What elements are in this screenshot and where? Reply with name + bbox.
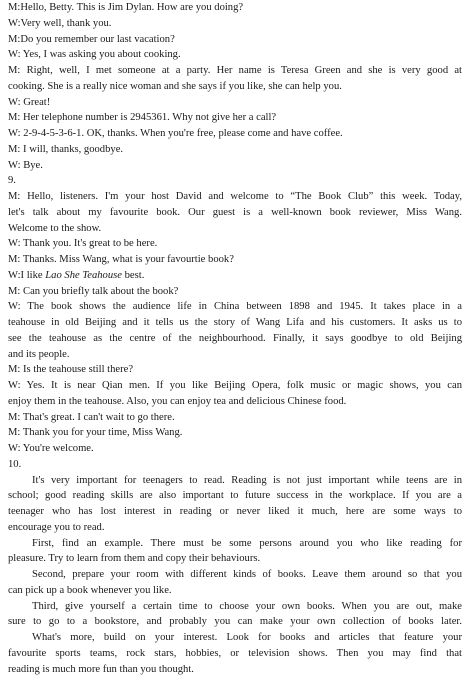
- document-page: [8, 0, 462, 677]
- text-line: and its people.: [8, 348, 70, 360]
- text-line: W:Very well, thank you.: [8, 17, 112, 29]
- text-line: W: The book shows the audience life in China between 1898 and 1945. It takes place in a: [8, 301, 462, 313]
- paragraph-line: favourite sports teams, rock stars, hobbies, or television shows. Then you may find that: [8, 647, 462, 659]
- text-line: M: Is the teahouse still there?: [8, 364, 134, 376]
- text-line: M: I will, thanks, goodbye.: [8, 143, 124, 155]
- text-line: M: Her telephone number is 2945361. Why not give her a call?: [8, 112, 277, 124]
- text-line: W: You're welcome.: [8, 443, 94, 454]
- paragraph-line: First, find an example. There must be some persons around you who like reading for: [32, 537, 462, 549]
- text-line: let's talk about my favourite book. Our guest is a well-known book reviewer, Miss Wang.: [8, 206, 462, 218]
- paragraph-line: teenager who has lost interest in reading or never liked it much, here are some ways to: [8, 506, 462, 517]
- paragraph-line: Second, prepare your room with different kinds of books. Leave them around so that you: [32, 569, 462, 580]
- text-line: M: Thank you for your time, Miss Wang.: [8, 427, 183, 439]
- paragraph-line: reading is much more fun than you thought.: [8, 663, 194, 675]
- text-line: M:Do you remember our last vacation?: [8, 33, 175, 45]
- text-line: W: 2-9-4-5-3-6-1. OK, thanks. When you're free, please come and have coffee.: [8, 128, 343, 139]
- text-line: teahouse in old Beijing and it tells us the story of Wang Lifa and his customers. It asks us to: [8, 317, 462, 328]
- section-number: 10.: [8, 458, 22, 470]
- paragraph-line: sure to go to a bookstore, and probably you can make your own collection of books later.: [8, 616, 462, 628]
- text-line: M:Hello, Betty. This is Jim Dylan. How are you doing?: [8, 2, 244, 13]
- speaker-prefix: W:I like: [8, 269, 46, 281]
- text-line: M: Hello, listeners. I'm your host David and welcome to “The Book Club” this week. Today,: [8, 191, 462, 202]
- text-line: Welcome to the show.: [8, 222, 102, 234]
- text-line: M: That's great. I can't wait to go there.: [8, 411, 175, 423]
- paragraph-line: school; good reading skills are also important to future success in the workplace. If you are a: [8, 490, 462, 502]
- paragraph-line: Third, give yourself a certain time to choose your own books. When you are out, make: [32, 600, 462, 612]
- text-line: M: Thanks. Miss Wang, what is your favourtie book?: [8, 254, 234, 265]
- paragraph-line: pleasure. Try to learn from them and copy their behaviours.: [8, 553, 261, 565]
- text-line: enjoy them in the teahouse. Also, you can enjoy tea and delicious Chinese food.: [8, 395, 347, 407]
- text-line: M: Right, well, I met someone at a party. Her name is Teresa Green and she is very good at: [8, 65, 462, 76]
- text-line: W: Bye.: [8, 159, 43, 171]
- paragraph-line: What's more, build on your interest. Look for books and articles that feature your: [32, 632, 462, 643]
- text-line: W: Yes, I was asking you about cooking.: [8, 49, 181, 61]
- book-title: Lao She Teahouse: [45, 269, 122, 281]
- text-line: [8, 268, 462, 284]
- text-line: see the teahouse as the centre of the neighbourhood. Finally, it says goodbye to old Beijing: [8, 332, 462, 344]
- text-line: W: Yes. It is near Qian men. If you like Beijing Opera, folk music or magic shows, you can: [8, 380, 462, 391]
- text-line: cooking. She is a really nice woman and she says if you like, she can help you.: [8, 80, 342, 92]
- section-number: 9.: [8, 175, 16, 187]
- text-line: W: Thank you. It's great to be here.: [8, 238, 158, 250]
- text-line: M: Can you briefly talk about the book?: [8, 285, 179, 297]
- book-suffix: best.: [121, 269, 145, 281]
- paragraph-line: It's very important for teenagers to read. Reading is not just important while teens are in: [32, 474, 462, 486]
- paragraph-line: encourage you to read.: [8, 521, 105, 533]
- text-line: W: Great!: [8, 96, 51, 108]
- paragraph-line: can pick up a book whenever you like.: [8, 584, 172, 596]
